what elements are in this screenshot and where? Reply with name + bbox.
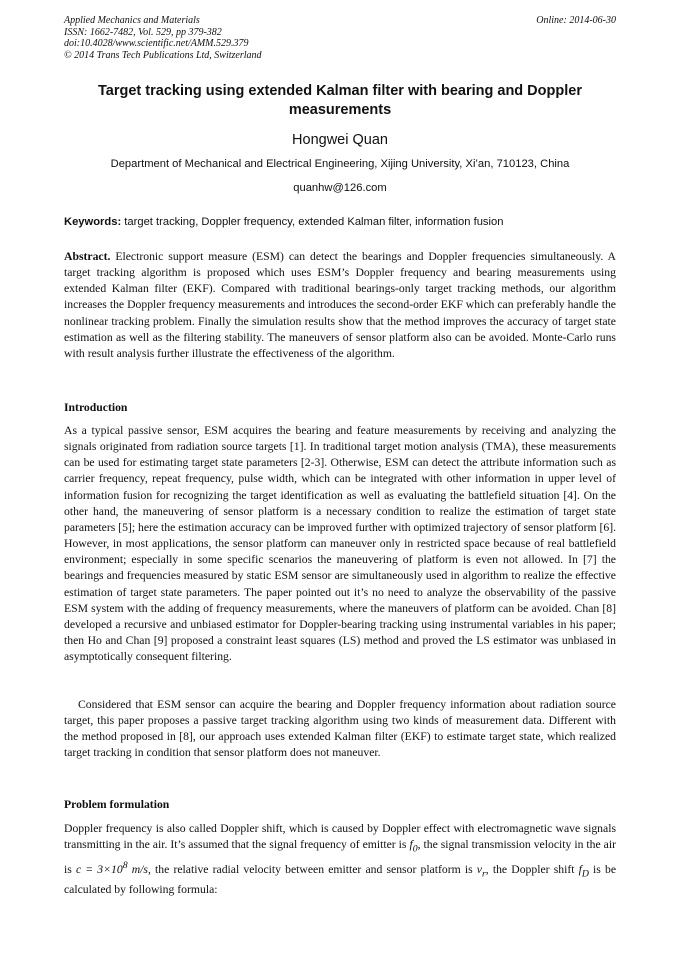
problem-text-2: , the signal transmission velocity in the air is [64,838,616,876]
symbol-c-exp: 8 [122,859,128,871]
keywords-label: Keywords: [64,216,122,228]
doi-line: doi:10.4028/www.scientific.net/AMM.529.379 [64,38,249,49]
symbol-f0-sub: 0 [412,843,418,855]
symbol-fd-sub: D [581,867,589,879]
problem-text-3: , the relative radial velocity between emitter and sensor platform is [147,862,477,876]
introduction-paragraph-1: As a typical passive sensor, ESM acquires the bearing and feature measurements by receiving and analyzing the signals originated from radiation source targets [1]. In traditional target motion analysis (TMA), these measurements can be used for estimating target state parameters [2-3]. Otherwise, ESM can detect the attribute information such as carrier frequency, repeat frequency, pulse width, which can be integrated with other information in upper level of information fusion for recognizing the target identification as well as evaluating the battlefield situation [4]. On the other hand, the maneuvering of sensor platform is a necessary condition to realize the estimation of target state parameters [5]; here the estimation accuracy can be improved further with optimized trajectory of sensor platform [6]. However, in most applications, the sensor platform can maneuver only in restricted space because of real battlefield environment; especially in some specific scenarios the maneuvering of platform is even not allowed. In [7] the bearings and frequencies measured by static ESM sensor are simultaneously used in algorithm to realize the effective estimation of target state parameters. The paper pointed out it’s no need to analyze the observability of the passive ESM system with the adding of frequency measurements, where the maneuvers of platform can be avoided. Chan [8] developed a recursive and unbiased estimator for Doppler-bearing tracking using instrumental variables in his paper; then Ho and Chan [9] proposed a constraint least squares (LS) method and proved the LS estimator was unbiased in asymptotically consequent filtering. [64,424,617,664]
symbol-vr-sub: r [481,867,486,879]
author-affiliation: Department of Mechanical and Electrical Engineering, Xijing University, Xi’an, 710123, China [110,158,570,170]
abstract-text: Electronic support measure (ESM) can detect the bearings and Doppler frequencies simultaneously. A target tracking algorithm is proposed which uses ESM’s Doppler frequency and bearing measurements using extended Kalman filter (EKF). Compared with traditional bearings-only target tracking methods, our algorithm increases the Doppler frequency measurements and introduces the second-order EKF which can preferably handle the nonlinear tracking problem. Finally the simulation results show that the method improves the accuracy of target state estimation as well as the filtering stability. The maneuvers of sensor platform also can be avoided. Monte-Carlo runs with result analysis further illustrate the effectiveness of the algorithm. [64,250,616,360]
author-email: quanhw@126.com [293,182,387,194]
symbol-c [75,859,148,876]
symbol-c-unit: m/s [127,862,148,876]
journal-name: Applied Mechanics and Materials [64,15,200,26]
problem-heading: Problem formulation [64,798,170,811]
symbol-vr [476,862,486,879]
paper-title: Target tracking using extended Kalman filter with bearing and Doppler measurements [98,83,582,118]
problem-text-5: is be calculated by following formula: [64,862,617,897]
journal-header [64,15,616,61]
symbol-vr-base: v [476,862,482,876]
author-name: Hongwei Quan [292,132,388,148]
symbol-fd-base: f [578,862,582,876]
copyright-line: © 2014 Trans Tech Publications Ltd, Switzerland [64,49,262,61]
keywords [64,216,616,228]
abstract-label: Abstract. [64,250,111,263]
symbol-fd [578,862,589,879]
symbol-c-base: c = 3×10 [75,862,123,876]
symbol-f0 [409,838,418,855]
online-date: Online: 2014-06-30 [536,15,616,26]
abstract [64,249,616,362]
keywords-text: target tracking, Doppler frequency, extended Kalman filter, information fusion [121,216,504,228]
symbol-f0-base: f [409,838,413,852]
introduction-heading: Introduction [64,401,128,414]
issn-line: ISSN: 1662-7482, Vol. 529, pp 379-382 [64,26,222,38]
problem-paragraph [64,821,616,898]
introduction-paragraph-2: Considered that ESM sensor can acquire the bearing and Doppler frequency information about radiation source target, this paper proposes a passive target tracking algorithm using two kinds of measurement data. Different with the method proposed in [8], our approach uses extended Kalman filter (EKF) to estimate target state, which realized target tracking in condition that sensor platform does not maneuver. [64,698,616,760]
problem-text-1: Doppler frequency is also called Doppler shift, which is caused by Doppler effect with electromagnetic wave signals transmitting in the air. It’s assumed that the signal frequency of emitter is [64,822,616,852]
problem-text-4: , the Doppler shift [485,862,579,876]
